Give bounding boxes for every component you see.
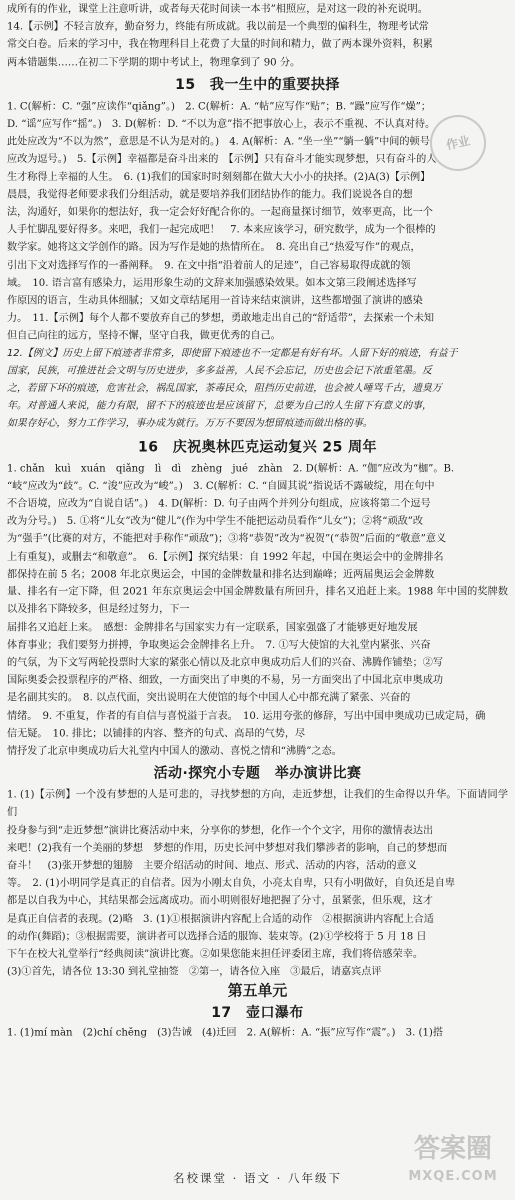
text-line: 的动作(舞蹈)；③根据需要，演讲者可以选择合适的服饰、装束等。(2)①学校将于 5 月 18 日: [6, 929, 427, 942]
text-line: 改为分号。) 5. ①将“儿女”改为“健儿”(作为中学生不能把运动员看作“儿女”)；②将“顽敌”改: [6, 514, 424, 527]
question-12-handwritten-essay: [7, 344, 508, 432]
text-line: 的气氛，为下文写两轮投票时大家的紧张心情以及北京申奥成功后人们的兴奋、沸腾作铺垫；②写: [6, 655, 444, 669]
text-line: 14.【示例】不轻言放弃，勤奋努力，终能有所成就。我以前是一个典型的偏科生，物理考试常: [6, 20, 429, 33]
text-line: 投身参与到“走近梦想”演讲比赛活动中来，分享你的梦想，化作一个个文字，用你的激情表达出: [6, 823, 434, 836]
text-line: “岐”应改为“歧”。C. “浚”应改为“峻”。) 3. C(解析：C. “自圆其说”指说话不露破绽，用在句中: [6, 479, 435, 492]
text-line: 年。对普通人来说，能力有限，留不下的痕迹也是应该留下，总要为自己的人生留下有意义的事，: [6, 399, 432, 412]
text-line: 为“强手”(比赛的对方，不能把对手称作“顽敌”)；③将“恭贺”改为“祝贺”(“恭贺”后面的“敬意”意义: [6, 532, 447, 545]
text-line: 是真正自信者的表现。(2)略 3. (1)①根据演讲内容配上合适的动作 ②根据演讲内容配上合适: [6, 911, 434, 925]
text-line: 上有重复)，或删去“和敬意”。 6.【示例】探究结果：自 1992 年起，中国在奥运会中的金牌排名: [6, 549, 444, 563]
text-line: 成所有的作业，课堂上注意听讲，或者每天花时间读一本书”相照应，是对这一段的补充说明。: [6, 2, 428, 15]
text-line: 情抒发了北京申奥成功后大礼堂内中国人的激动、喜悦之情和“沸腾”之态。: [6, 744, 342, 757]
text-line: 两本错题集……在初二下学期的期中考试上，物理拿到了 90 分。: [6, 55, 301, 68]
text-line: 量、排名有一定下降，但 2021 年东京奥运会中国金牌数量有所回升，排名又追赶上来。1988 年中国的奖牌数以及排名下降较多，但是经过努力，下一: [6, 585, 508, 616]
text-line: 应改为逗号。) 5.【示例】幸福都是奋斗出来的 【示例】只有奋斗才能实现梦想，只有奋斗的人: [6, 152, 437, 165]
section-17-title: 17 壶口瀑布: [211, 1004, 304, 1022]
activity-section-title: 活动·探究小专题 举办演讲比赛: [153, 764, 362, 782]
text-line: 常交白卷。后来的学习中，我在物理科目上花费了大量的时间和精力，做了两本课外资料，积累: [6, 37, 433, 51]
text-line: D. “谣”应写作“摇”。) 3. D(解析：D. “不以为意”指不把事放心上，表示不重视、不认真对待。: [6, 117, 436, 130]
text-line: 下午在校大礼堂举行“经典阅读”演讲比赛。②如果您能来担任评委团主席，我们将倍感荣幸。: [6, 947, 423, 960]
section-16-answers: [7, 459, 508, 759]
text-line: (3)①首先，请各位 13:30 到礼堂抽签 ②第一，请各位入座 ③最后，请嘉宾点评: [6, 964, 382, 978]
text-line: 但自己向往的远方，坚持不懈，坚守自我，做更优秀的自己。: [6, 329, 281, 342]
text-line: 作原因的语言，生动具体细腻；又如文章结尾用一首诗来结束演讲，这些都增强了演讲的感染: [6, 293, 423, 307]
text-line: 晨晨，我觉得老师要求我们分组活动，就是要培养我们团结协作的能力。我们说说各自的想: [6, 187, 413, 201]
watermark-logo: [398, 1130, 508, 1196]
text-line: 情绪。 9. 不重复，作者的有自信与喜悦溢于言表。 10. 运用夸张的修辞，写出中国申奥成功已成定局，确: [6, 708, 486, 722]
text-line: 12.【例文】历史上留下痕迹者非常多，即使留下痕迹也不一定都是有好有坏。人留下好的痕迹，有益于: [6, 346, 458, 359]
unit-five-title: 第五单元: [227, 982, 288, 1001]
text-line: 生才称得上幸福的人生。 6. (1)我们的国家时时刻刻都在做大大小小的抉择。(2)A(3)【示例】: [6, 170, 431, 183]
text-line: 法，沟通好，如果你的想法好，我一定会好好配合你的。一起商量探讨细节，效率更高，比一个: [6, 205, 433, 218]
activity-answers: [7, 786, 508, 980]
text-line: 不合语境，应改为“自说自话”。) 4. D(解析：D. 句子由两个并列分句组成，应该将第二个逗号: [6, 496, 431, 510]
text-line: 1. (1)【示例】一个没有梦想的人是可悲的，寻找梦想的方向，走近梦想，让我们的生命得以升华。下面请同学们: [6, 788, 508, 819]
homework-stamp: 作业: [425, 110, 491, 176]
page-footer: 名校课堂 · 语文 · 八年级下: [173, 1171, 342, 1185]
text-line: 是名副其实的。 8. 以点代面，突出说明在大使馆的每个中国人心中都充满了紧张、兴奋的: [6, 691, 411, 704]
text-line: 如果存好心，努力工作学习，事办成为就行。万万不要因为想留痕迹而做出格的事。: [6, 417, 373, 429]
text-line: 1. chǎn kuì xuán qiǎng lì dì zhèng jué zhàn 2. D(解析：A. “伽”应改为“枷”。B.: [6, 461, 455, 474]
text-line: 引出下文对选择写作的一番阐释。 9. 在文中指“沿着前人的足迹”，自己容易取得成就的领: [6, 258, 411, 271]
watermark-line2: MXQE.COM: [408, 1169, 498, 1184]
text-line: 都是以自我为中心，其结果都会远离成功。而小明则很好地把握了分寸，虽紧张，但乐观，这才: [6, 894, 433, 907]
text-line: 数学家。她将这文学创作的路。因为写作是她的热情所在。 8. 亮出自己“热爱写作”的观点，: [6, 240, 421, 254]
text-line: 都保持在前 5 名；2008 年北京奥运会，中国的金牌数量和排名达到巅峰；近两届奥运会金牌数: [6, 567, 435, 580]
text-line: 等。 2. (1)小明同学是真正的自信者。因为小刚太自负，小亮太自卑，只有小明做好，自负还是自卑: [6, 876, 456, 889]
section-16-title: 16 庆祝奥林匹克运动复兴 25 周年: [138, 437, 377, 455]
text-line: 域。 10. 语言富有感染力，运用形象生动的文辞来加强感染效果。如本文第三段阐述选择写: [6, 276, 417, 289]
text-line: 此处应改为“不以为然”，意思是不认为是对的。) 4. A(解析：A. “坐一坐”“躺一躺”中间的顿号: [6, 134, 430, 148]
text-line: 届排名又追赶上来。 感想：金牌排名与国家实力有一定联系，国家强盛了才能够更好地发展: [6, 620, 418, 633]
text-line: 来吧！(2)我有一个美丽的梦想 梦想的作用，历史长河中梦想对我们攀涉者的影响，自己的梦想而: [6, 841, 448, 854]
text-line: 信无疑。 10. 排比；以铺排的内容、整齐的句式、高昂的气势，尽: [6, 726, 306, 739]
text-line: 国家，民族，可推进社会文明与历史进步，多多益善，人民不会忘记，历史也会记下浓重笔墨。反: [6, 364, 432, 376]
text-line: 之，若留下坏的痕迹，危害社会，祸乱国家，茶毒民众，阻挡历史前进，也会被人唾骂千古，遗臭万: [6, 382, 442, 394]
text-line: 国际奥委会投票程序的严格、细致，一方面突出了申奥的不易，另一方面突出了中国北京申奥成功: [6, 673, 444, 686]
top-paragraph: [7, 0, 508, 71]
section-15-title: 15 我一生中的重要抉择: [175, 75, 340, 93]
text-line: 力。 11.【示例】每个人都不要放弃自己的梦想，勇敢地走出自己的“舒适带”，去探索一个未知: [6, 311, 435, 324]
section-17-answers: [7, 1024, 508, 1042]
watermark-line1: 答案圈: [413, 1134, 492, 1164]
text-line: 1. (1)mí màn (2)chí chěng (3)告诫 (4)迁回 2. A(解析：A. “振”应写作“震”。) 3. (1)搭: [6, 1026, 444, 1039]
text-line: 奋斗！ (3)张开梦想的翅膀 主要介绍活动的时间、地点、形式、活动的内容，活动的意义: [6, 858, 417, 872]
text-line: 人手忙脚乱要好得多。来吧，我们一起完成吧！ 7. 本来应该学习，研究数学，成为一个很棒的: [6, 223, 436, 236]
text-line: 体育事业；我们要努力拼搏，争取奥运会金牌排名上升。 7. ①写大使馆的大礼堂内紧张、兴奋: [6, 638, 431, 651]
text-line: 1. C(解析：C. “强”应读作“qiǎng”。) 2. C(解析：A. “帖”应写作“贴”；B. “躁”应写作“燥”；: [6, 99, 431, 112]
